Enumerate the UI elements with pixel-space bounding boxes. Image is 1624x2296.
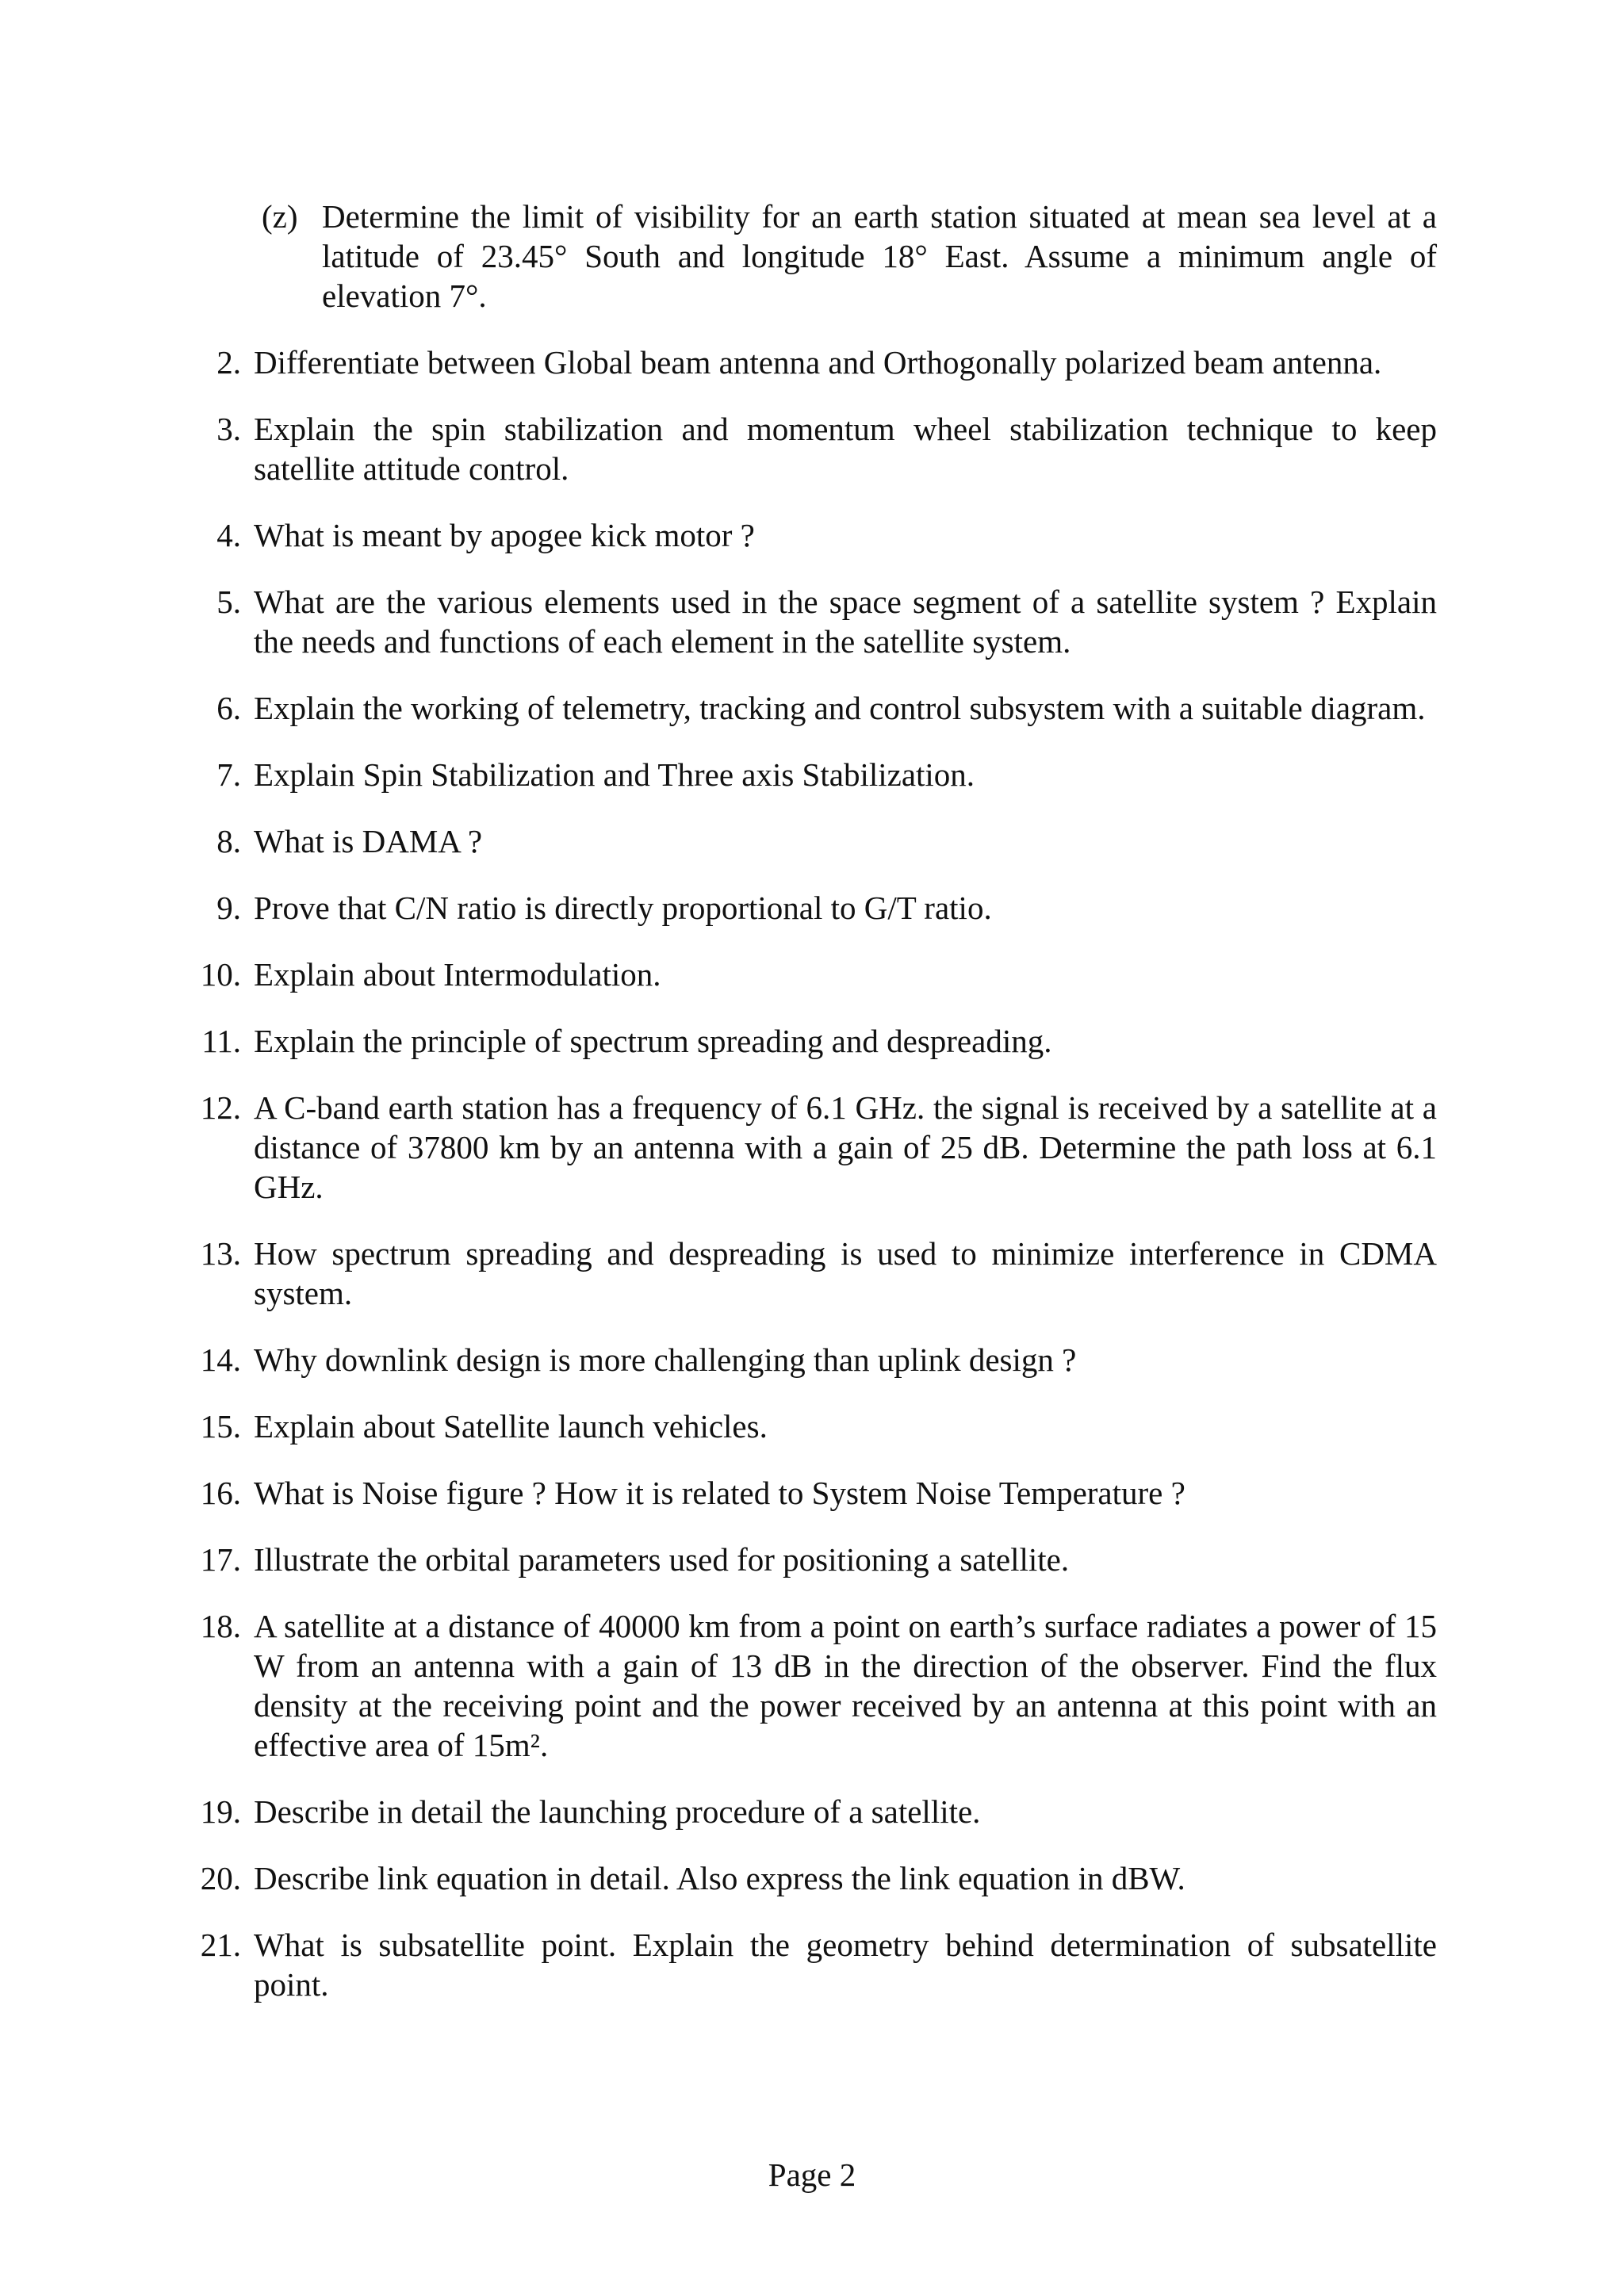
question-item-7 [190, 755, 1437, 794]
question-list [190, 197, 1437, 2031]
question-item-20 [190, 1858, 1437, 1898]
question-item-15 [190, 1406, 1437, 1446]
question-item-3 [190, 409, 1437, 488]
question-text: What are the various elements used in the space segment of a satellite system ? Explain the needs and functions of each element in the satellite system. [254, 584, 1437, 660]
question-number: 9. [216, 890, 241, 926]
question-text: Explain the working of telemetry, tracking and control subsystem with a suitable diagram. [254, 690, 1426, 726]
question-number: 19. [200, 1793, 241, 1830]
question-number: 11. [201, 1023, 241, 1059]
question-item-21 [190, 1925, 1437, 2004]
question-text: What is subsatellite point. Explain the geometry behind determination of subsatellite point. [254, 1927, 1437, 2003]
question-text: Explain about Intermodulation. [254, 956, 661, 993]
question-number: 6. [216, 690, 241, 726]
question-text: What is DAMA ? [254, 823, 483, 859]
question-text: Prove that C/N ratio is directly proportional to G/T ratio. [254, 890, 992, 926]
question-number: (z) [262, 198, 298, 235]
question-text: What is meant by apogee kick motor ? [254, 517, 755, 553]
question-number: 12. [200, 1089, 241, 1126]
question-text: Why downlink design is more challenging than uplink design ? [254, 1341, 1077, 1378]
question-item-17 [190, 1540, 1437, 1579]
page-number-footer: Page 2 [768, 2156, 856, 2193]
question-item-13 [190, 1234, 1437, 1313]
question-item-2 [190, 342, 1437, 382]
question-text: Describe in detail the launching procedure of a satellite. [254, 1793, 981, 1830]
question-text: Illustrate the orbital parameters used for positioning a satellite. [254, 1541, 1070, 1578]
question-text: Explain Spin Stabilization and Three axis Stabilization. [254, 756, 975, 793]
question-item-18 [190, 1606, 1437, 1765]
question-item-14 [190, 1340, 1437, 1380]
question-number: 15. [200, 1408, 241, 1445]
question-number: 14. [200, 1341, 241, 1378]
question-number: 21. [200, 1927, 241, 1963]
question-number: 8. [216, 823, 241, 859]
question-number: 2. [216, 344, 241, 381]
question-item-8 [190, 821, 1437, 861]
question-number: 5. [216, 584, 241, 620]
question-number: 3. [216, 411, 241, 447]
question-text: A satellite at a distance of 40000 km from a point on earth’s surface radiates a power of 15 W from an antenna with a gain of 13 dB in the direction of the observer. Find the flux density at the receiving point and the power received by an antenna at this point with an effective area of 15m². [254, 1608, 1437, 1763]
question-item-10 [190, 955, 1437, 994]
question-number: 18. [200, 1608, 241, 1644]
question-text: Explain about Satellite launch vehicles. [254, 1408, 768, 1445]
question-item-12 [190, 1088, 1437, 1207]
question-text: Differentiate between Global beam antenna and Orthogonally polarized beam antenna. [254, 344, 1382, 381]
question-item-z [190, 197, 1437, 316]
question-number: 13. [200, 1235, 241, 1272]
question-item-11 [190, 1021, 1437, 1061]
question-item-19 [190, 1792, 1437, 1831]
question-number: 20. [200, 1860, 241, 1896]
question-item-16 [190, 1473, 1437, 1513]
question-item-6 [190, 688, 1437, 728]
question-text: What is Noise figure ? How it is related to System Noise Temperature ? [254, 1475, 1185, 1511]
question-number: 7. [216, 756, 241, 793]
question-text: Describe link equation in detail. Also express the link equation in dBW. [254, 1860, 1185, 1896]
question-text: Explain the spin stabilization and momentum wheel stabilization technique to keep satellite attitude control. [254, 411, 1437, 487]
question-number: 4. [216, 517, 241, 553]
question-text: Explain the principle of spectrum spreading and despreading. [254, 1023, 1052, 1059]
question-text: A C-band earth station has a frequency of 6.1 GHz. the signal is received by a satellite at a distance of 37800 km by an antenna with a gain of 25 dB. Determine the path loss at 6.1 GHz. [254, 1089, 1437, 1205]
question-number: 16. [200, 1475, 241, 1511]
question-item-5 [190, 582, 1437, 661]
question-item-4 [190, 515, 1437, 555]
question-text: How spectrum spreading and despreading is used to minimize interference in CDMA system. [254, 1235, 1437, 1311]
question-number: 17. [200, 1541, 241, 1578]
question-number: 10. [200, 956, 241, 993]
question-text: Determine the limit of visibility for an earth station situated at mean sea level at a latitude of 23.45° South and longitude 18° East. Assume a minimum angle of elevation 7°. [322, 198, 1437, 314]
question-item-9 [190, 888, 1437, 928]
